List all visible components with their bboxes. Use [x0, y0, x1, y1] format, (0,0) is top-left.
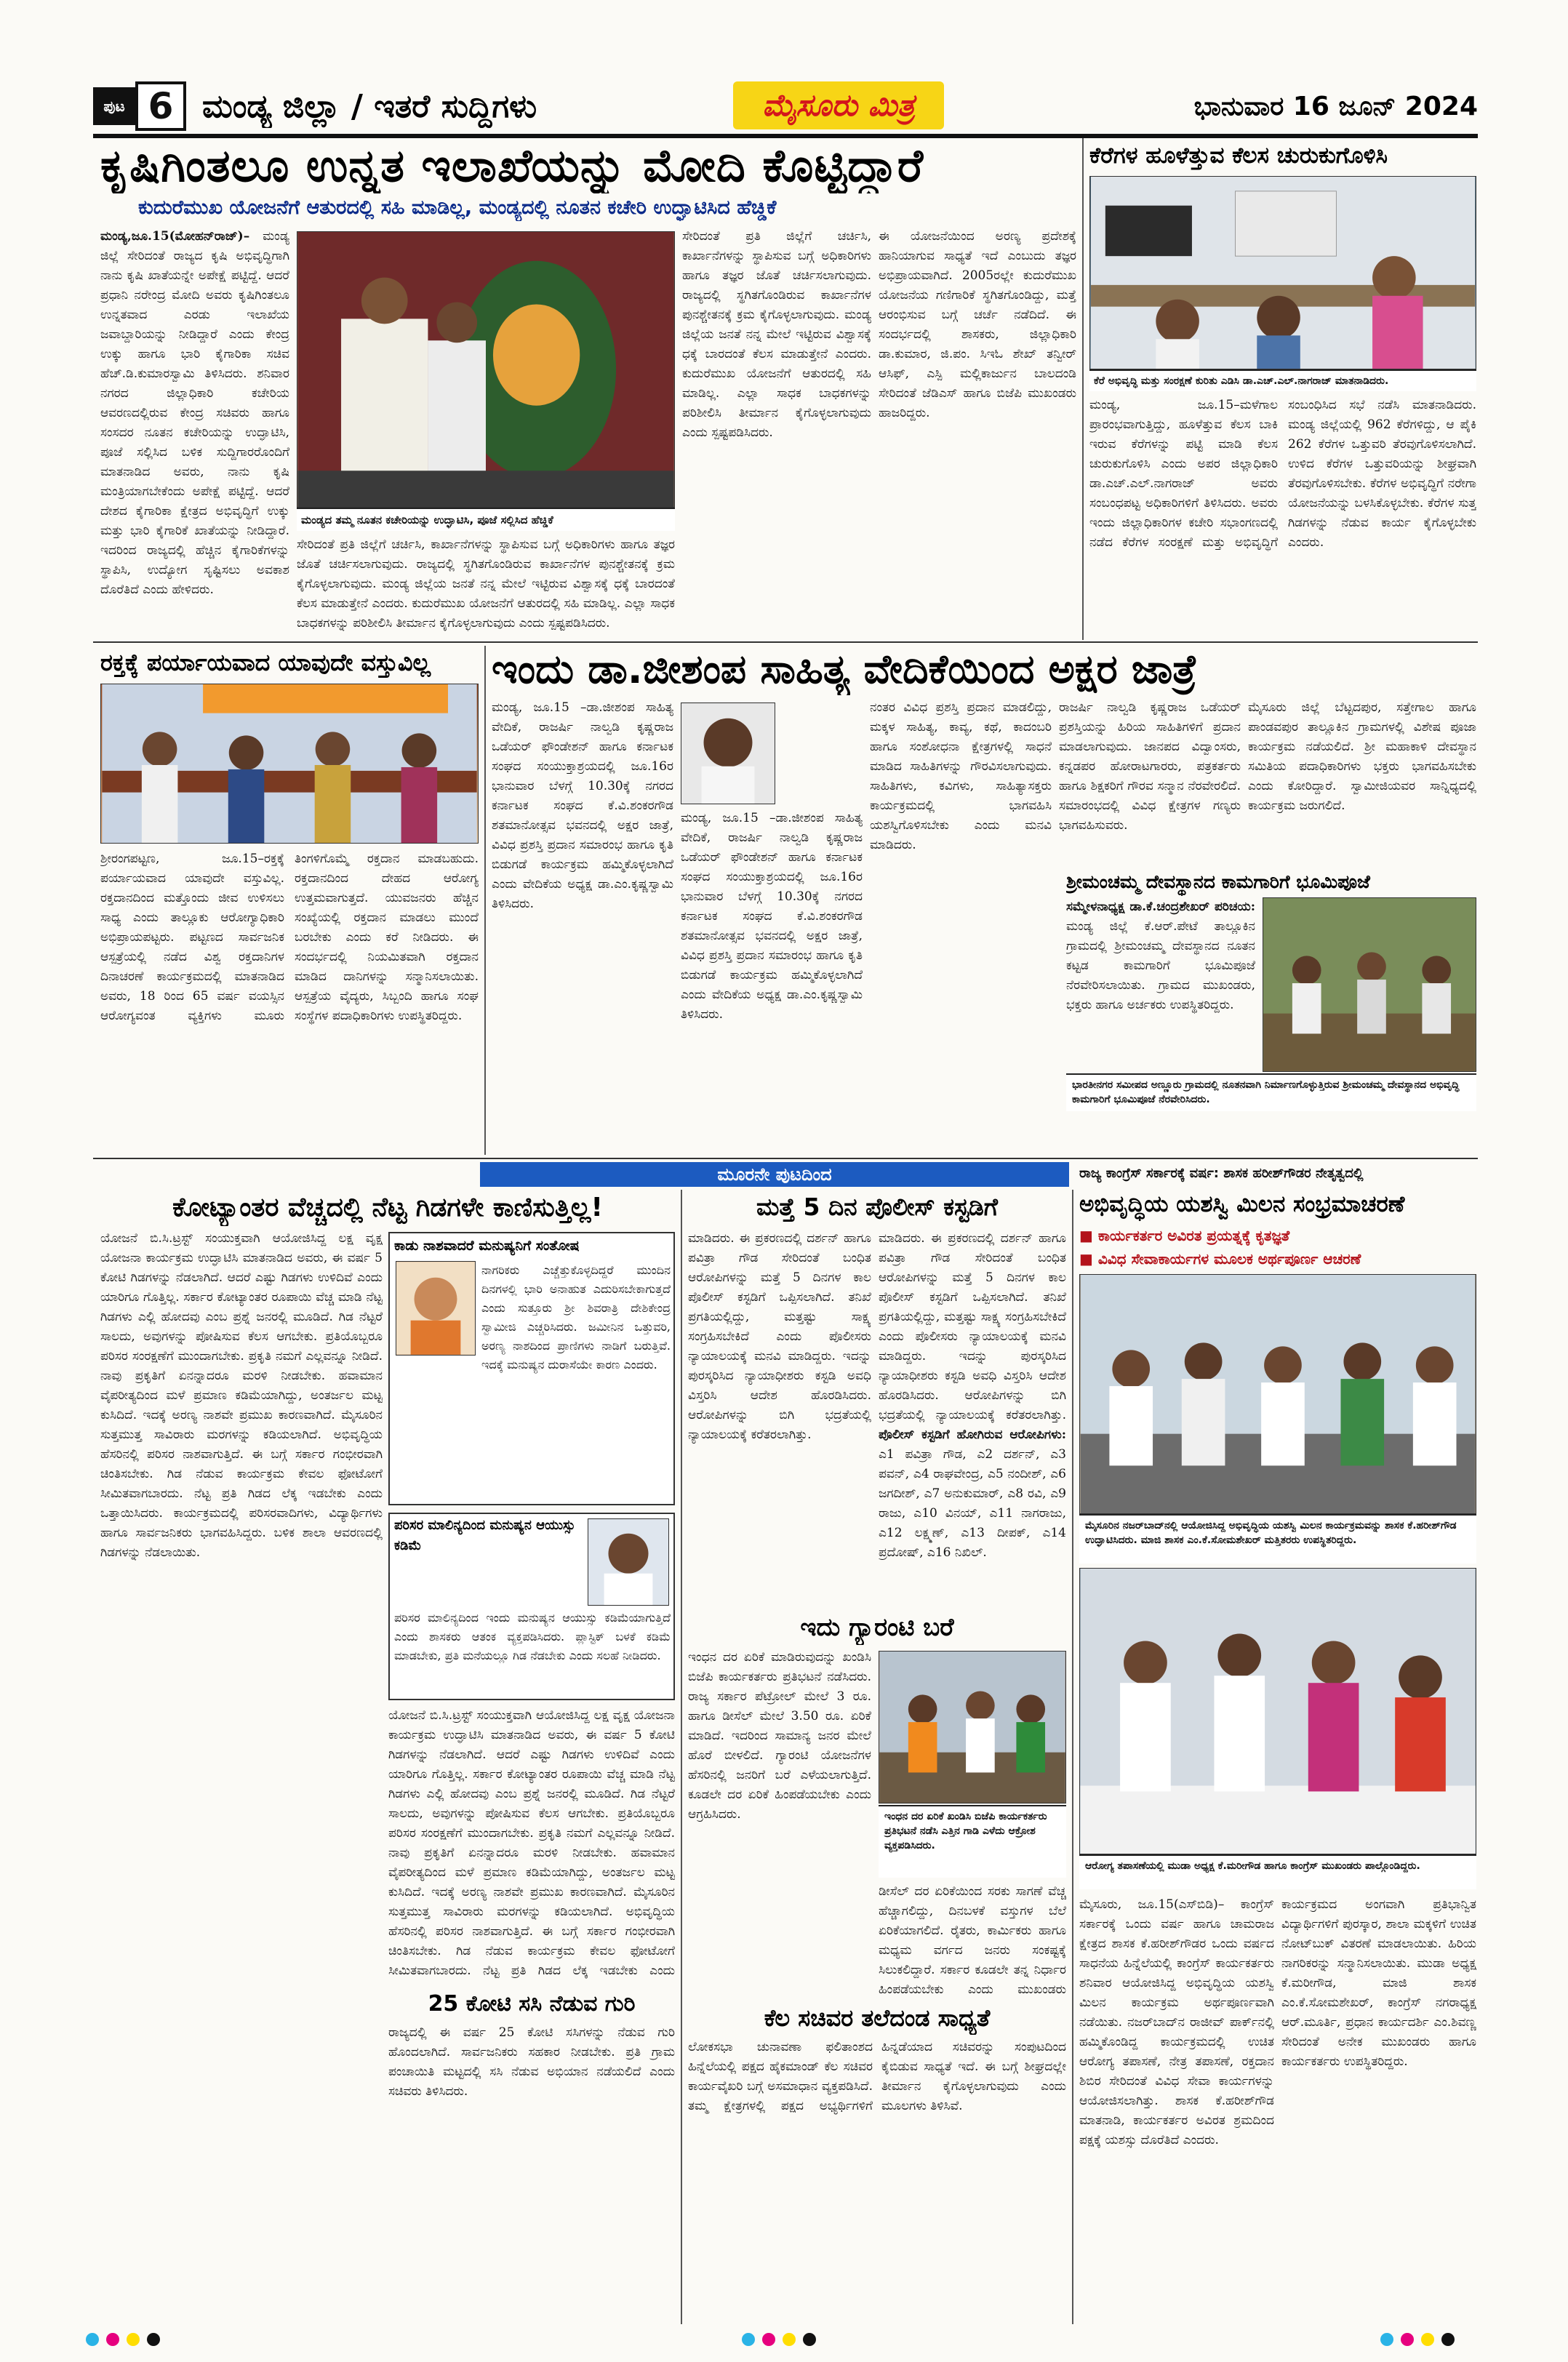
guarantee-caption: ಇಂಧನ ದರ ಏರಿಕೆ ಖಂಡಿಸಿ ಬಿಜೆಪಿ ಕಾರ್ಯಕರ್ತರು ಪ್ರತಿಭಟನೆ ನಡೆಸಿ ಎತ್ತಿನ ಗಾಡಿ ಎಳೆದು ಆಕ್ರೋಶ ವ್ಯಕ್ತಪಡಿಸಿದರು. [879, 1805, 1066, 1878]
abhivruddhi-body-text-1: ಮೈಸೂರು, ಜೂ.15(ಎಸ್‌ಬಿಡಿ)– ಕಾಂಗ್ರೆಸ್ ಸರ್ಕಾರಕ್ಕೆ ಒಂದು ವರ್ಷ ಹಾಗೂ ಚಾಮರಾಜ ಕ್ಷೇತ್ರದ ಶಾಸಕ ಕೆ.ಹರೀಶ್‌ಗೌಡರ ಒಂದು ವರ್ಷದ ಸಾಧನೆಯ ಹಿನ್ನೆಲೆಯಲ್ಲಿ ಕಾಂಗ್ರೆಸ್ ಕಾರ್ಯಕರ್ತರು ಶನಿವಾರ ಆಯೋಜಿಸಿದ್ದ ಅಭಿವೃದ್ಧಿಯ ಯಶಸ್ವಿ ಮಿಲನ ಕಾರ್ಯಕ್ರಮ ಅರ್ಥಪೂರ್ಣವಾಗಿ ನಡೆಯಿತು. ನಜರ್‌ಬಾದ್‌ನ ರಾಜೀವ್ ಪಾರ್ಕ್‌ನಲ್ಲಿ ಹಮ್ಮಿಕೊಂಡಿದ್ದ ಕಾರ್ಯಕ್ರಮದಲ್ಲಿ ಉಚಿತ ಆರೋಗ್ಯ ತಪಾಸಣೆ, ನೇತ್ರ ತಪಾಸಣೆ, ರಕ್ತದಾನ ಶಿಬಿರ ಸೇರಿದಂತೆ ವಿವಿಧ ಸೇವಾ ಕಾರ್ಯಗಳನ್ನು ಆಯೋಜಿಸಲಾಗಿತ್ತು. ಶಾಸಕ ಕೆ.ಹರೀಶ್‌ಗೌಡ ಮಾತನಾಡಿ, ಕಾರ್ಯಕರ್ತರ ಅವಿರತ ಶ್ರಮದಿಂದ ಪಕ್ಷಕ್ಕೆ ಯಶಸ್ಸು ದೊರೆತಿದೆ ಎಂದರು. [1079, 1897, 1274, 2147]
manchamma-body-text: ಮಂಡ್ಯ ಜಿಲ್ಲೆ ಕೆ.ಆರ್.ಪೇಟೆ ತಾಲ್ಲೂಕಿನ ಗ್ರಾಮದಲ್ಲಿ ಶ್ರೀಮಂಚಮ್ಮ ದೇವಸ್ಥಾನದ ನೂತನ ಕಟ್ಟಡ ಕಾಮಗಾರಿಗೆ ಭೂಮಿಪೂಜೆ ನೆರವೇರಿಸಲಾಯಿತು. ಗ್ರಾಮದ ಮುಖಂಡರು, ಭಕ್ತರು ಹಾಗೂ ಅರ್ಚಕರು ಉಪಸ್ಥಿತರಿದ್ದರು. [1066, 919, 1255, 1012]
bullet-icon: ■ [1079, 1227, 1098, 1244]
reg-dot [1401, 2333, 1414, 2346]
abhivruddhi-body-text-2: ಕಾರ್ಯಕ್ರಮದ ಅಂಗವಾಗಿ ಪ್ರತಿಭಾನ್ವಿತ ವಿದ್ಯಾರ್ಥಿಗಳಿಗೆ ಪುರಸ್ಕಾರ, ಶಾಲಾ ಮಕ್ಕಳಿಗೆ ಉಚಿತ ನೋಟ್‌ಬುಕ್ ವಿತರಣೆ ಮಾಡಲಾಯಿತು. ಹಿರಿಯ ನಾಗರಿಕರನ್ನು ಸನ್ಮಾನಿಸಲಾಯಿತು. ಮುಡಾ ಅಧ್ಯಕ್ಷ ಕೆ.ಮರೀಗೌಡ, ಮಾಜಿ ಶಾಸಕ ಎಂ.ಕೆ.ಸೋಮಶೇಖರ್, ಕಾಂಗ್ರೆಸ್ ನಗರಾಧ್ಯಕ್ಷ ಆರ್.ಮೂರ್ತಿ, ಪ್ರಧಾನ ಕಾರ್ಯದರ್ಶಿ ಎಂ.ಶಿವಣ್ಣ ಸೇರಿದಂತೆ ಅನೇಕ ಮುಖಂಡರು ಹಾಗೂ ಕಾರ್ಯಕರ್ತರು ಉಪಸ್ಥಿತರಿದ್ದರು. [1281, 1897, 1476, 2069]
jathre-body-col-1 [492, 698, 673, 1155]
tree-divider [681, 1190, 682, 2324]
lead-right-divider [1082, 138, 1084, 640]
reg-dot [106, 2333, 119, 2346]
manchamma-byline: ಸಮ್ಮೇಳನಾಧ್ಯಕ್ಷ ಡಾ.ಕೆ.ಚಂದ್ರಶೇಖರ್ ಪರಿಚಯ: [1066, 900, 1255, 914]
reg-dot [1441, 2333, 1455, 2346]
lead-dateline: ಮಂಡ್ಯ,ಜೂ.15(ಮೋಹನ್‌ರಾಜ್)– [100, 229, 250, 244]
tree-body-col-2 [388, 1706, 675, 1982]
reg-dot [127, 2333, 140, 2346]
tree-body-text-1: ಯೋಜನೆ ಬಿ.ಸಿ.ಟ್ರಸ್ಟ್ ಸಂಯುಕ್ತವಾಗಿ ಆಯೋಜಿಸಿದ್ದ ಲಕ್ಷ ವೃಕ್ಷ ಯೋಜನಾ ಕಾರ್ಯಕ್ರಮ ಉದ್ಘಾಟಿಸಿ ಮಾತನಾಡಿದ ಅವರು, ಈ ವರ್ಷ 5 ಕೋಟಿ ಗಿಡಗಳನ್ನು ನೆಡಲಾಗಿದೆ. ಆದರೆ ಎಷ್ಟು ಗಿಡಗಳು ಉಳಿದಿವೆ ಎಂದು ಯಾರಿಗೂ ಗೊತ್ತಿಲ್ಲ. ಸರ್ಕಾರ ಕೋಟ್ಯಾಂತರ ರೂಪಾಯಿ ವೆಚ್ಚ ಮಾಡಿ ನೆಟ್ಟ ಗಿಡಗಳು ಎಲ್ಲಿ ಹೋದವು ಎಂಬ ಪ್ರಶ್ನೆ ಜನರಲ್ಲಿ ಮೂಡಿದೆ. ಗಿಡ ನೆಟ್ಟರೆ ಸಾಲದು, ಅವುಗಳನ್ನು ಪೋಷಿಸುವ ಕೆಲಸ ಆಗಬೇಕು. ಪ್ರತಿಯೊಬ್ಬರೂ ಪರಿಸರ ಸಂರಕ್ಷಣೆಗೆ ಮುಂದಾಗಬೇಕು. ಪ್ರಕೃತಿ ನಮಗೆ ಎಲ್ಲವನ್ನೂ ನೀಡಿದೆ. ನಾವು ಪ್ರಕೃತಿಗೆ ಏನನ್ನಾದರೂ ಮರಳಿ ನೀಡಬೇಕು. ಹವಾಮಾನ ವೈಪರೀತ್ಯದಿಂದ ಮಳೆ ಪ್ರಮಾಣ ಕಡಿಮೆಯಾಗಿದ್ದು, ಅಂತರ್ಜಲ ಮಟ್ಟ ಕುಸಿದಿದೆ. ಇದಕ್ಕೆ ಅರಣ್ಯ ನಾಶವೇ ಪ್ರಮುಖ ಕಾರಣವಾಗಿದೆ. ಮೈಸೂರಿನ ಸುತ್ತಮುತ್ತ ಸಾವಿರಾರು ಮರಗಳನ್ನು ಕಡಿಯಲಾಗಿದೆ. ಅಭಿವೃದ್ಧಿಯ ಹೆಸರಿನಲ್ಲಿ ಪರಿಸರ ನಾಶವಾಗುತ್ತಿದೆ. ಈ ಬಗ್ಗೆ ಸರ್ಕಾರ ಗಂಭೀರವಾಗಿ ಚಿಂತಿಸಬೇಕು. ಗಿಡ ನೆಡುವ ಕಾರ್ಯಕ್ರಮ ಕೇವಲ ಫೋಟೋಗೆ ಸೀಮಿತವಾಗಬಾರದು. ನೆಟ್ಟ ಪ್ರತಿ ಗಿಡದ ಲೆಕ್ಕ ಇಡಬೇಕು ಎಂದು ಒತ್ತಾಯಿಸಿದರು. ಕಾರ್ಯಕ್ರಮದಲ್ಲಿ ಪರಿಸರವಾದಿಗಳು, ವಿದ್ಯಾರ್ಥಿಗಳು ಹಾಗೂ ಸಾರ್ವಜನಿಕರು ಭಾಗವಹಿಸಿದ್ದರು. ಬಳಿಕ ಶಾಲಾ ಆವರಣದಲ್ಲಿ ಗಿಡಗಳನ್ನು ನೆಡಲಾಯಿತು. [100, 1231, 383, 1560]
swamiji-portrait-art [396, 1262, 475, 1355]
registration-dots-left [86, 2333, 167, 2349]
abhivruddhi-body-col-1 [1079, 1895, 1274, 2320]
blood-divider [484, 646, 486, 1155]
police-body-col-2 [879, 1229, 1066, 1607]
lead-body-text-2: ಸೇರಿದಂತೆ ಪ್ರತಿ ಜಿಲ್ಲೆಗೆ ಚರ್ಚಿಸಿ, ಕಾರ್ಖಾನೆಗಳನ್ನು ಸ್ಥಾಪಿಸುವ ಬಗ್ಗೆ ಅಧಿಕಾರಿಗಳು ಹಾಗೂ ತಜ್ಞರ ಜೊತೆ ಚರ್ಚಿಸಲಾಗುವುದು. ರಾಜ್ಯದಲ್ಲಿ ಸ್ಥಗಿತಗೊಂಡಿರುವ ಕಾರ್ಖಾನೆಗಳ ಪುನಶ್ಚೇತನಕ್ಕೆ ಕ್ರಮ ಕೈಗೊಳ್ಳಲಾಗುವುದು. ಮಂಡ್ಯ ಜಿಲ್ಲೆಯ ಜನತೆ ನನ್ನ ಮೇಲೆ ಇಟ್ಟಿರುವ ವಿಶ್ವಾಸಕ್ಕೆ ಧಕ್ಕೆ ಬಾರದಂತೆ ಕೆಲಸ ಮಾಡುತ್ತೇನೆ ಎಂದರು. ಕುದುರೆಮುಖ ಯೋಜನೆಗೆ ಆತುರದಲ್ಲಿ ಸಹಿ ಮಾಡಿಲ್ಲ. ಎಲ್ಲಾ ಸಾಧಕ ಬಾಧಕಗಳನ್ನು ಪರಿಶೀಲಿಸಿ ತೀರ್ಮಾನ ಕೈಗೊಳ್ಳಲಾಗುವುದು ಎಂದು ಸ್ಪಷ್ಟಪಡಿಸಿದರು. [682, 229, 871, 440]
continued-label: ಮೂರನೇ ಪುಟದಿಂದ [717, 1164, 832, 1185]
police-list-title: ಪೊಲೀಸ್ ಕಸ್ಟಡಿಗೆ ಹೋಗಿರುವ ಆರೋಪಿಗಳು: [879, 1428, 1066, 1442]
reg-dot [762, 2333, 775, 2346]
guarantee-body-col-2 [879, 1882, 1066, 1997]
reg-dot [783, 2333, 796, 2346]
reg-dot [1380, 2333, 1393, 2346]
manchamma-headline: ಶ್ರೀಮಂಚಮ್ಮ ದೇವಸ್ಥಾನದ ಕಾಮಗಾರಿಗೆ ಭೂಮಿಪೂಜೆ [1066, 871, 1370, 892]
santhosha-body: ನಾಗರಿಕರು ಎಚ್ಚೆತ್ತುಕೊಳ್ಳದಿದ್ದರೆ ಮುಂದಿನ ದಿನಗಳಲ್ಲಿ ಭಾರಿ ಅನಾಹುತ ಎದುರಿಸಬೇಕಾಗುತ್ತದೆ ಎಂದು ಸುತ್ತೂರು ಶ್ರೀ ಶಿವರಾತ್ರಿ ದೇಶಿಕೇಂದ್ರ ಸ್ವಾಮೀಜಿ ಎಚ್ಚರಿಸಿದರು. ಜಮೀನಿನ ಒತ್ತುವರಿ, ಅರಣ್ಯ ನಾಶದಿಂದ ಪ್ರಾಣಿಗಳು ನಾಡಿಗೆ ಬರುತ್ತಿವೆ. ಇದಕ್ಕೆ ಮನುಷ್ಯನ ದುರಾಸೆಯೇ ಕಾರಣ ಎಂದರು. [481, 1263, 671, 1372]
guarantee-photo [879, 1651, 1066, 1803]
police-body-text-1: ಮಾಡಿದರು. ಈ ಪ್ರಕರಣದಲ್ಲಿ ದರ್ಶನ್ ಹಾಗೂ ಪವಿತ್ರಾ ಗೌಡ ಸೇರಿದಂತೆ ಬಂಧಿತ ಆರೋಪಿಗಳನ್ನು ಮತ್ತೆ 5 ದಿನಗಳ ಕಾಲ ಪೊಲೀಸ್ ಕಸ್ಟಡಿಗೆ ಒಪ್ಪಿಸಲಾಗಿದೆ. ತನಿಖೆ ಪ್ರಗತಿಯಲ್ಲಿದ್ದು, ಮತ್ತಷ್ಟು ಸಾಕ್ಷ್ಯ ಸಂಗ್ರಹಿಸಬೇಕಿದೆ ಎಂದು ಪೊಲೀಸರು ನ್ಯಾಯಾಲಯಕ್ಕೆ ಮನವಿ ಮಾಡಿದ್ದರು. ಇದನ್ನು ಪುರಸ್ಕರಿಸಿದ ನ್ಯಾಯಾಧೀಶರು ಕಸ್ಟಡಿ ಅವಧಿ ವಿಸ್ತರಿಸಿ ಆದೇಶ ಹೊರಡಿಸಿದರು. ಆರೋಪಿಗಳನ್ನು ಬಿಗಿ ಭದ್ರತೆಯಲ್ಲಿ ನ್ಯಾಯಾಲಯಕ್ಕೆ ಕರೆತರಲಾಗಿತ್ತು. [688, 1231, 871, 1442]
kere-photo-art [1090, 177, 1476, 369]
minister-portrait [588, 1518, 669, 1606]
police-body-col-1 [688, 1229, 871, 1607]
guarantee-photo-art [879, 1652, 1065, 1803]
abhivruddhi-topline: ರಾಜ್ಯ ಕಾಂಗ್ರೆಸ್ ಸರ್ಕಾರಕ್ಕೆ ವರ್ಷ: ಶಾಸಕ ಹರೀಶ್‌ಗೌಡರ ನೇತೃತ್ವದಲ್ಲಿ [1079, 1166, 1364, 1181]
kere-photo [1089, 176, 1476, 369]
bullet-1-text: ಕಾರ್ಯಕರ್ತರ ಅವಿರತ ಪ್ರಯತ್ನಕ್ಕೆ ಕೃತಜ್ಞತೆ [1097, 1227, 1290, 1244]
kere-body [1089, 396, 1476, 640]
tree-headline: ಕೋಟ್ಯಾಂತರ ವೆಚ್ಚದಲ್ಲಿ ನೆಟ್ಟ ಗಿಡಗಳೇ ಕಾಣಿಸುತ್ತಿಲ್ಲ! [172, 1193, 603, 1222]
santhosha-headline: ಕಾಡು ನಾಶವಾದರೆ ಮನುಷ್ಯನಿಗೆ ಸಂತೋಷ [394, 1238, 580, 1254]
manchamma-photo [1263, 897, 1476, 1072]
row2-divider [93, 1158, 1478, 1159]
jathre-headline: ಇಂದು ಡಾ.ಜೀಶಂಪ ಸಾಹಿತ್ಯ ವೇದಿಕೆಯಿಂದ ಅಕ್ಷರ ಜಾತ್ರೆ [492, 646, 1197, 692]
parisara-box [388, 1513, 675, 1700]
jathre-body-text-1: ಮಂಡ್ಯ, ಜೂ.15 –ಡಾ.ಜೀಶಂಪ ಸಾಹಿತ್ಯ ವೇದಿಕೆ, ರಾಜರ್ಷಿ ನಾಲ್ವಡಿ ಕೃಷ್ಣರಾಜ ಒಡೆಯರ್ ಫೌಂಡೇಶನ್ ಹಾಗೂ ಕರ್ನಾಟಕ ಸಂಘದ ಸಂಯುಕ್ತಾಶ್ರಯದಲ್ಲಿ ಜೂ.16ರ ಭಾನುವಾರ ಬೆಳಗ್ಗೆ 10.30ಕ್ಕೆ ನಗರದ ಕರ್ನಾಟಕ ಸಂಘದ ಕೆ.ವಿ.ಶಂಕರಗೌಡ ಶತಮಾನೋತ್ಸವ ಭವನದಲ್ಲಿ ಅಕ್ಷರ ಜಾತ್ರೆ, ವಿವಿಧ ಪ್ರಶಸ್ತಿ ಪ್ರದಾನ ಸಮಾರಂಭ ಹಾಗೂ ಕೃತಿ ಬಿಡುಗಡೆ ಕಾರ್ಯಕ್ರಮ ಹಮ್ಮಿಕೊಳ್ಳಲಾಗಿದೆ ಎಂದು ವೇದಿಕೆಯ ಅಧ್ಯಕ್ಷ ಡಾ.ಎಂ.ಕೃಷ್ಣಸ್ವಾಮಿ ತಿಳಿಸಿದರು. [492, 700, 673, 911]
blood-body-text: ಶ್ರೀರಂಗಪಟ್ಟಣ, ಜೂ.15–ರಕ್ತಕ್ಕೆ ಪರ್ಯಾಯವಾದ ಯಾವುದೇ ವಸ್ತುವಿಲ್ಲ. ರಕ್ತದಾನದಿಂದ ಮತ್ತೊಂದು ಜೀವ ಉಳಿಸಲು ಸಾಧ್ಯ ಎಂದು ತಾಲ್ಲೂಕು ಆರೋಗ್ಯಾಧಿಕಾರಿ ಅಭಿಪ್ರಾಯಪಟ್ಟರು. ಪಟ್ಟಣದ ಸಾರ್ವಜನಿಕ ಆಸ್ಪತ್ರೆಯಲ್ಲಿ ನಡೆದ ವಿಶ್ವ ರಕ್ತದಾನಿಗಳ ದಿನಾಚರಣೆ ಕಾರ್ಯಕ್ರಮದಲ್ಲಿ ಮಾತನಾಡಿದ ಅವರು, 18 ರಿಂದ 65 ವರ್ಷ ವಯಸ್ಸಿನ ಆರೋಗ್ಯವಂತ ವ್ಯಕ್ತಿಗಳು ಮೂರು ತಿಂಗಳಿಗೊಮ್ಮೆ ರಕ್ತದಾನ ಮಾಡಬಹುದು. ರಕ್ತದಾನದಿಂದ ದೇಹದ ಆರೋಗ್ಯ ಉತ್ತಮವಾಗುತ್ತದೆ. ಯುವಜನರು ಹೆಚ್ಚಿನ ಸಂಖ್ಯೆಯಲ್ಲಿ ರಕ್ತದಾನ ಮಾಡಲು ಮುಂದೆ ಬರಬೇಕು ಎಂದು ಕರೆ ನೀಡಿದರು. ಈ ಸಂದರ್ಭದಲ್ಲಿ ನಿಯಮಿತವಾಗಿ ರಕ್ತದಾನ ಮಾಡಿದ ದಾನಿಗಳನ್ನು ಸನ್ಮಾನಿಸಲಾಯಿತು. ಆಸ್ಪತ್ರೆಯ ವೈದ್ಯರು, ಸಿಬ್ಬಂದಿ ಹಾಗೂ ಸಂಘ ಸಂಸ್ಥೆಗಳ ಪದಾಧಿಕಾರಿಗಳು ಉಪಸ್ಥಿತರಿದ್ದರು. [100, 852, 479, 1023]
police-headline: ಮತ್ತೆ 5 ದಿನ ಪೊಲೀಸ್ ಕಸ್ಟಡಿಗೆ [756, 1193, 998, 1221]
registration-dots-right [1380, 2333, 1462, 2349]
reg-dot [742, 2333, 755, 2346]
page-label: ಪುಟ [103, 97, 125, 115]
mahakali-body-text: ಮೈಸೂರು ಜಿಲ್ಲೆ ಬೆಟ್ಟದಪುರ, ಸತ್ತೇಗಾಲ ಹಾಗೂ ಪಾಂಡವಪುರ ತಾಲ್ಲೂಕಿನ ಗ್ರಾಮಗಳಲ್ಲಿ ವಿಶೇಷ ಪೂಜಾ ಕಾರ್ಯಕ್ರಮ ನಡೆಯಲಿದೆ. ಶ್ರೀ ಮಹಾಕಾಳಿ ದೇವಸ್ಥಾನ ಸಮಿತಿಯ ಪದಾಧಿಕಾರಿಗಳು ಭಕ್ತರು ಭಾಗವಹಿಸಬೇಕು ಎಂದು ಕೋರಿದ್ದಾರೆ. ಸ್ವಾಮೀಜಿಯವರ ಸಾನ್ನಿಧ್ಯದಲ್ಲಿ ಕಾರ್ಯಕ್ರಮ ಜರುಗಲಿದೆ. [1248, 700, 1476, 813]
gidda-body [388, 2023, 675, 2320]
page-label-box [93, 87, 135, 125]
page-number: 6 [148, 85, 174, 127]
guarantee-body-text-1: ಇಂಧನ ದರ ಏರಿಕೆ ಮಾಡಿರುವುದನ್ನು ಖಂಡಿಸಿ ಬಿಜೆಪಿ ಕಾರ್ಯಕರ್ತರು ಪ್ರತಿಭಟನೆ ನಡೆಸಿದರು. ರಾಜ್ಯ ಸರ್ಕಾರ ಪೆಟ್ರೋಲ್ ಮೇಲೆ 3 ರೂ. ಹಾಗೂ ಡೀಸೆಲ್ ಮೇಲೆ 3.50 ರೂ. ಏರಿಕೆ ಮಾಡಿದೆ. ಇದರಿಂದ ಸಾಮಾನ್ಯ ಜನರ ಮೇಲೆ ಹೊರೆ ಬೀಳಲಿದೆ. ಗ್ಯಾರಂಟಿ ಯೋಜನೆಗಳ ಹೆಸರಿನಲ್ಲಿ ಜನರಿಗೆ ಬರೆ ಎಳೆಯಲಾಗುತ್ತಿದೆ. ಕೂಡಲೇ ದರ ಏರಿಕೆ ಹಿಂಪಡೆಯಬೇಕು ಎಂದು ಆಗ್ರಹಿಸಿದರು. [688, 1650, 871, 1822]
guarantee-body-col-1 [688, 1648, 871, 1997]
manchamma-body [1066, 897, 1255, 1065]
lead-body-col-2 [682, 227, 871, 634]
lead-photo [297, 231, 675, 508]
abhivruddhi-bullet-1 [1079, 1225, 1476, 1246]
registration-dots-mid [742, 2333, 823, 2349]
reg-dot [803, 2333, 816, 2346]
reg-dot [147, 2333, 160, 2346]
lead-body-text-1: ಮಂಡ್ಯ ಜಿಲ್ಲೆ ಸೇರಿದಂತೆ ರಾಜ್ಯದ ಕೃಷಿ ಅಭಿವೃದ್ಧಿಗಾಗಿ ನಾನು ಕೃಷಿ ಖಾತೆಯನ್ನೇ ಅಪೇಕ್ಷೆ ಪಟ್ಟಿದ್ದೆ. ಆದರೆ ಪ್ರಧಾನಿ ನರೇಂದ್ರ ಮೋದಿ ಅವರು ಕೃಷಿಗಿಂತಲೂ ಉನ್ನತವಾದ ಎರಡು ಇಲಾಖೆಯ ಜವಾಬ್ದಾರಿಯನ್ನು ನೀಡಿದ್ದಾರೆ ಎಂದು ಕೇಂದ್ರ ಉಕ್ಕು ಹಾಗೂ ಭಾರಿ ಕೈಗಾರಿಕಾ ಸಚಿವ ಹೆಚ್.ಡಿ.ಕುಮಾರಸ್ವಾಮಿ ತಿಳಿಸಿದರು. ಶನಿವಾರ ನಗರದ ಜಿಲ್ಲಾಧಿಕಾರಿ ಕಚೇರಿಯ ಆವರಣದಲ್ಲಿರುವ ಕೇಂದ್ರ ಸಚಿವರು ಹಾಗೂ ಸಂಸದರ ನೂತನ ಕಚೇರಿಯನ್ನು ಉದ್ಘಾಟಿಸಿ, ಪೂಜೆ ಸಲ್ಲಿಸಿದ ಬಳಿಕ ಸುದ್ದಿಗಾರರೊಂದಿಗೆ ಮಾತನಾಡಿದ ಅವರು, ನಾನು ಕೃಷಿ ಮಂತ್ರಿಯಾಗಬೇಕೆಂದು ಅಪೇಕ್ಷೆ ಪಟ್ಟಿದ್ದೆ. ಆದರೆ ದೇಶದ ಕೈಗಾರಿಕಾ ಕ್ಷೇತ್ರದ ಅಭಿವೃದ್ಧಿಗೆ ಉಕ್ಕು ಮತ್ತು ಭಾರಿ ಕೈಗಾರಿಕೆ ಖಾತೆಯನ್ನು ನೀಡಿದ್ದಾರೆ. ಇದರಿಂದ ರಾಜ್ಯದಲ್ಲಿ ಹೆಚ್ಚಿನ ಕೈಗಾರಿಕೆಗಳನ್ನು ಸ್ಥಾಪಿಸಿ, ಉದ್ಯೋಗ ಸೃಷ್ಟಿಸಲು ಅವಕಾಶ ದೊರೆತಿದೆ ಎಂದು ಹೇಳಿದರು. [100, 229, 289, 597]
manchamma-photo-art [1263, 898, 1476, 1071]
police-body-text-2: ಮಾಡಿದರು. ಈ ಪ್ರಕರಣದಲ್ಲಿ ದರ್ಶನ್ ಹಾಗೂ ಪವಿತ್ರಾ ಗೌಡ ಸೇರಿದಂತೆ ಬಂಧಿತ ಆರೋಪಿಗಳನ್ನು ಮತ್ತೆ 5 ದಿನಗಳ ಕಾಲ ಪೊಲೀಸ್ ಕಸ್ಟಡಿಗೆ ಒಪ್ಪಿಸಲಾಗಿದೆ. ತನಿಖೆ ಪ್ರಗತಿಯಲ್ಲಿದ್ದು, ಮತ್ತಷ್ಟು ಸಾಕ್ಷ್ಯ ಸಂಗ್ರಹಿಸಬೇಕಿದೆ ಎಂದು ಪೊಲೀಸರು ನ್ಯಾಯಾಲಯಕ್ಕೆ ಮನವಿ ಮಾಡಿದ್ದರು. ಇದನ್ನು ಪುರಸ್ಕರಿಸಿದ ನ್ಯಾಯಾಧೀಶರು ಕಸ್ಟಡಿ ಅವಧಿ ವಿಸ್ತರಿಸಿ ಆದೇಶ ಹೊರಡಿಸಿದರು. ಆರೋಪಿಗಳನ್ನು ಬಿಗಿ ಭದ್ರತೆಯಲ್ಲಿ ನ್ಯಾಯಾಲಯಕ್ಕೆ ಕರೆತರಲಾಗಿತ್ತು. [879, 1231, 1066, 1422]
minister-portrait-art [588, 1519, 668, 1605]
lead-body-col-1 [100, 227, 289, 634]
page-header [93, 81, 1478, 132]
gidda-body-text: ರಾಜ್ಯದಲ್ಲಿ ಈ ವರ್ಷ 25 ಕೋಟಿ ಸಸಿಗಳನ್ನು ನೆಡುವ ಗುರಿ ಹೊಂದಲಾಗಿದೆ. ಸಾರ್ವಜನಿಕರು ಸಹಕಾರ ನೀಡಬೇಕು. ಪ್ರತಿ ಗ್ರಾಮ ಪಂಚಾಯಿತಿ ಮಟ್ಟದಲ್ಲಿ ಸಸಿ ನೆಡುವ ಅಭಿಯಾನ ನಡೆಯಲಿದೆ ಎಂದು ಸಚಿವರು ತಿಳಿಸಿದರು. [388, 2025, 675, 2099]
lead-body-text-1b: ಸೇರಿದಂತೆ ಪ್ರತಿ ಜಿಲ್ಲೆಗೆ ಚರ್ಚಿಸಿ, ಕಾರ್ಖಾನೆಗಳನ್ನು ಸ್ಥಾಪಿಸುವ ಬಗ್ಗೆ ಅಧಿಕಾರಿಗಳು ಹಾಗೂ ತಜ್ಞರ ಜೊತೆ ಚರ್ಚಿಸಲಾಗುವುದು. ರಾಜ್ಯದಲ್ಲಿ ಸ್ಥಗಿತಗೊಂಡಿರುವ ಕಾರ್ಖಾನೆಗಳ ಪುನಶ್ಚೇತನಕ್ಕೆ ಕ್ರಮ ಕೈಗೊಳ್ಳಲಾಗುವುದು. ಮಂಡ್ಯ ಜಿಲ್ಲೆಯ ಜನತೆ ನನ್ನ ಮೇಲೆ ಇಟ್ಟಿರುವ ವಿಶ್ವಾಸಕ್ಕೆ ಧಕ್ಕೆ ಬಾರದಂತೆ ಕೆಲಸ ಮಾಡುತ್ತೇನೆ ಎಂದರು. ಕುದುರೆಮುಖ ಯೋಜನೆಗೆ ಆತುರದಲ್ಲಿ ಸಹಿ ಮಾಡಿಲ್ಲ. ಎಲ್ಲಾ ಸಾಧಕ ಬಾಧಕಗಳನ್ನು ಪರಿಶೀಲಿಸಿ ತೀರ್ಮಾನ ಕೈಗೊಳ್ಳಲಾಗುವುದು ಎಂದು ಸ್ಪಷ್ಟಪಡಿಸಿದರು. [297, 537, 675, 630]
abhivruddhi-photo-2 [1079, 1568, 1476, 1854]
blood-photo-art [101, 684, 478, 843]
abhivruddhi-photo-2-art [1080, 1569, 1476, 1854]
section-title: ಮಂಡ್ಯ ಜಿಲ್ಲಾ / ಇತರೆ ಸುದ್ದಿಗಳು [202, 88, 537, 125]
jathre-portrait [681, 702, 775, 804]
police-list: ಎ1 ಪವಿತ್ರಾ ಗೌಡ, ಎ2 ದರ್ಶನ್, ಎ3 ಪವನ್, ಎ4 ರಾಘವೇಂದ್ರ, ಎ5 ನಂದೀಶ್, ಎ6 ಜಗದೀಶ್, ಎ7 ಅನುಕುಮಾರ್, ಎ8 ರವಿ, ಎ9 ರಾಜು, ಎ10 ವಿನಯ್, ಎ11 ನಾಗರಾಜು, ಎ12 ಲಕ್ಷ್ಮಣ್, ಎ13 ದೀಪಕ್, ಎ14 ಪ್ರದೋಷ್, ಎ16 ನಿಖಿಲ್. [879, 1447, 1066, 1560]
lead-photo-caption: ಮಂಡ್ಯದ ತಮ್ಮ ನೂತನ ಕಚೇರಿಯನ್ನು ಉದ್ಘಾಟಿಸಿ, ಪೂಜೆ ಸಲ್ಲಿಸಿದ ಹೆಚ್ಡಿಕೆ [297, 508, 675, 531]
abhivruddhi-photo-1 [1079, 1274, 1476, 1514]
jathre-body-text-2: ಮಂಡ್ಯ, ಜೂ.15 –ಡಾ.ಜೀಶಂಪ ಸಾಹಿತ್ಯ ವೇದಿಕೆ, ರಾಜರ್ಷಿ ನಾಲ್ವಡಿ ಕೃಷ್ಣರಾಜ ಒಡೆಯರ್ ಫೌಂಡೇಶನ್ ಹಾಗೂ ಕರ್ನಾಟಕ ಸಂಘದ ಸಂಯುಕ್ತಾಶ್ರಯದಲ್ಲಿ ಜೂ.16ರ ಭಾನುವಾರ ಬೆಳಗ್ಗೆ 10.30ಕ್ಕೆ ನಗರದ ಕರ್ನಾಟಕ ಸಂಘದ ಕೆ.ವಿ.ಶಂಕರಗೌಡ ಶತಮಾನೋತ್ಸವ ಭವನದಲ್ಲಿ ಅಕ್ಷರ ಜಾತ್ರೆ, ವಿವಿಧ ಪ್ರಶಸ್ತಿ ಪ್ರದಾನ ಸಮಾರಂಭ ಹಾಗೂ ಕೃತಿ ಬಿಡುಗಡೆ ಕಾರ್ಯಕ್ರಮ ಹಮ್ಮಿಕೊಳ್ಳಲಾಗಿದೆ ಎಂದು ವೇದಿಕೆಯ ಅಧ್ಯಕ್ಷ ಡಾ.ಎಂ.ಕೃಷ್ಣಸ್ವಾಮಿ ತಿಳಿಸಿದರು. [681, 811, 863, 1022]
abhivruddhi-caption-2: ಆರೋಗ್ಯ ತಪಾಸಣೆಯಲ್ಲಿ ಮುಡಾ ಅಧ್ಯಕ್ಷ ಕೆ.ಮರೀಗೌಡ ಹಾಗೂ ಕಾಂಗ್ರೆಸ್ ಮುಖಂಡರು ಪಾಲ್ಗೊಂಡಿದ್ದರು. [1079, 1854, 1476, 1889]
jathre-body-col-2 [681, 809, 863, 1155]
blood-photo [100, 684, 479, 844]
mahakali-body [1248, 698, 1476, 862]
blood-body [100, 849, 479, 1155]
jathre-body-col-3 [870, 698, 1052, 1155]
kela-headline: ಕೆಲ ಸಚಿವರ ತಲೆದಂಡ ಸಾಧ್ಯತೆ [764, 2004, 991, 2032]
lead-headline: ಕೃಷಿಗಿಂತಲೂ ಉನ್ನತ ಇಲಾಖೆಯನ್ನು ಮೋದಿ ಕೊಟ್ಟಿದ್ದಾರೆ [100, 139, 924, 192]
manchamma-caption: ಭಾರತೀನಗರ ಸಮೀಪದ ಅಣ್ಣೂರು ಗ್ರಾಮದಲ್ಲಿ ನೂತನವಾಗಿ ನಿರ್ಮಾಣಗೊಳ್ಳುತ್ತಿರುವ ಶ್ರೀಮಂಚಮ್ಮ ದೇವಸ್ಥಾನದ ಅಭಿವೃದ್ಧಿ ಕಾಮಗಾರಿಗೆ ಭೂಮಿಪೂಜೆ ನೆರವೇರಿಸಿದರು. [1066, 1073, 1476, 1111]
kela-body-text: ಲೋಕಸಭಾ ಚುನಾವಣಾ ಫಲಿತಾಂಶದ ಹಿನ್ನೆಲೆಯಲ್ಲಿ ಪಕ್ಷದ ಹೈಕಮಾಂಡ್ ಕೆಲ ಸಚಿವರ ಕಾರ್ಯವೈಖರಿ ಬಗ್ಗೆ ಅಸಮಾಧಾನ ವ್ಯಕ್ತಪಡಿಸಿದೆ. ತಮ್ಮ ಕ್ಷೇತ್ರಗಳಲ್ಲಿ ಪಕ್ಷದ ಅಭ್ಯರ್ಥಿಗಳಿಗೆ ಹಿನ್ನಡೆಯಾದ ಸಚಿವರನ್ನು ಸಂಪುಟದಿಂದ ಕೈಬಿಡುವ ಸಾಧ್ಯತೆ ಇದೆ. ಈ ಬಗ್ಗೆ ಶೀಘ್ರದಲ್ಲೇ ತೀರ್ಮಾನ ಕೈಗೊಳ್ಳಲಾಗುವುದು ಎಂದು ಮೂಲಗಳು ತಿಳಿಸಿವೆ. [688, 2040, 1066, 2113]
abhivruddhi-caption-1: ಮೈಸೂರಿನ ನಜರ್‌ಬಾದ್‌ನಲ್ಲಿ ಆಯೋಜಿಸಿದ್ದ ಅಭಿವೃದ್ಧಿಯ ಯಶಸ್ವಿ ಮಿಲನ ಕಾರ್ಯಕ್ರಮವನ್ನು ಶಾಸಕ ಕೆ.ಹರೀಶ್‌ಗೌಡ ಉದ್ಘಾಟಿಸಿದರು. ಮಾಜಿ ಶಾಸಕ ಎಂ.ಕೆ.ಸೋಮಶೇಖರ್ ಮತ್ತಿತರರು ಉಪಸ್ಥಿತರಿದ್ದರು. [1079, 1514, 1476, 1564]
lead-subheadline: ಕುದುರೆಮುಖ ಯೋಜನೆಗೆ ಆತುರದಲ್ಲಿ ಸಹಿ ಮಾಡಿಲ್ಲ, ಮಂಡ್ಯದಲ್ಲಿ ನೂತನ ಕಚೇರಿ ಉದ್ಘಾಟಿಸಿದ ಹೆಚ್ಡಿಕೆ [138, 196, 777, 219]
lead-body-col-3 [879, 227, 1076, 634]
gidda-headline: 25 ಕೋಟಿ ಸಸಿ ನೆಡುವ ಗುರಿ [428, 1991, 636, 2017]
guarantee-headline: ಇದು ಗ್ಯಾರಂಟಿ ಬರೆ [800, 1613, 954, 1642]
blood-headline: ರಕ್ತಕ್ಕೆ ಪರ್ಯಾಯವಾದ ಯಾವುದೇ ವಸ್ತುವಿಲ್ಲ [100, 649, 431, 676]
reg-dot [86, 2333, 99, 2346]
kela-body [688, 2038, 1066, 2320]
masthead-logo [733, 81, 944, 129]
swamiji-portrait [396, 1261, 476, 1356]
tree-body-col-1 [100, 1229, 383, 2320]
tree-body-text-2: ಯೋಜನೆ ಬಿ.ಸಿ.ಟ್ರಸ್ಟ್ ಸಂಯುಕ್ತವಾಗಿ ಆಯೋಜಿಸಿದ್ದ ಲಕ್ಷ ವೃಕ್ಷ ಯೋಜನಾ ಕಾರ್ಯಕ್ರಮ ಉದ್ಘಾಟಿಸಿ ಮಾತನಾಡಿದ ಅವರು, ಈ ವರ್ಷ 5 ಕೋಟಿ ಗಿಡಗಳನ್ನು ನೆಡಲಾಗಿದೆ. ಆದರೆ ಎಷ್ಟು ಗಿಡಗಳು ಉಳಿದಿವೆ ಎಂದು ಯಾರಿಗೂ ಗೊತ್ತಿಲ್ಲ. ಸರ್ಕಾರ ಕೋಟ್ಯಾಂತರ ರೂಪಾಯಿ ವೆಚ್ಚ ಮಾಡಿ ನೆಟ್ಟ ಗಿಡಗಳು ಎಲ್ಲಿ ಹೋದವು ಎಂಬ ಪ್ರಶ್ನೆ ಜನರಲ್ಲಿ ಮೂಡಿದೆ. ಗಿಡ ನೆಟ್ಟರೆ ಸಾಲದು, ಅವುಗಳನ್ನು ಪೋಷಿಸುವ ಕೆಲಸ ಆಗಬೇಕು. ಪ್ರತಿಯೊಬ್ಬರೂ ಪರಿಸರ ಸಂರಕ್ಷಣೆಗೆ ಮುಂದಾಗಬೇಕು. ಪ್ರಕೃತಿ ನಮಗೆ ಎಲ್ಲವನ್ನೂ ನೀಡಿದೆ. ನಾವು ಪ್ರಕೃತಿಗೆ ಏನನ್ನಾದರೂ ಮರಳಿ ನೀಡಬೇಕು. ಹವಾಮಾನ ವೈಪರೀತ್ಯದಿಂದ ಮಳೆ ಪ್ರಮಾಣ ಕಡಿಮೆಯಾಗಿದ್ದು, ಅಂತರ್ಜಲ ಮಟ್ಟ ಕುಸಿದಿದೆ. ಇದಕ್ಕೆ ಅರಣ್ಯ ನಾಶವೇ ಪ್ರಮುಖ ಕಾರಣವಾಗಿದೆ. ಮೈಸೂರಿನ ಸುತ್ತಮುತ್ತ ಸಾವಿರಾರು ಮರಗಳನ್ನು ಕಡಿಯಲಾಗಿದೆ. ಅಭಿವೃದ್ಧಿಯ ಹೆಸರಿನಲ್ಲಿ ಪರಿಸರ ನಾಶವಾಗುತ್ತಿದೆ. ಈ ಬಗ್ಗೆ ಸರ್ಕಾರ ಗಂಭೀರವಾಗಿ ಚಿಂತಿಸಬೇಕು. ಗಿಡ ನೆಡುವ ಕಾರ್ಯಕ್ರಮ ಕೇವಲ ಫೋಟೋಗೆ ಸೀಮಿತವಾಗಬಾರದು. ನೆಟ್ಟ ಪ್ರತಿ ಗಿಡದ ಲೆಕ್ಕ ಇಡಬೇಕು ಎಂದು [388, 1708, 675, 1978]
abhivruddhi-photo-1-art [1080, 1275, 1476, 1513]
bullet-icon: ■ [1079, 1250, 1098, 1268]
lead-body-text-3: ಈ ಯೋಜನೆಯಿಂದ ಅರಣ್ಯ ಪ್ರದೇಶಕ್ಕೆ ಹಾನಿಯಾಗುವ ಸಾಧ್ಯತೆ ಇದೆ ಎಂಬುದು ತಜ್ಞರ ಅಭಿಪ್ರಾಯವಾಗಿದೆ. 2005ರಲ್ಲೇ ಕುದುರೆಮುಖ ಯೋಜನೆಯ ಗಣಿಗಾರಿಕೆ ಸ್ಥಗಿತಗೊಂಡಿದ್ದು, ಮತ್ತೆ ಆರಂಭಿಸುವ ಬಗ್ಗೆ ಚರ್ಚೆ ನಡೆದಿದೆ. ಈ ಸಂದರ್ಭದಲ್ಲಿ ಶಾಸಕರು, ಜಿಲ್ಲಾಧಿಕಾರಿ ಡಾ.ಕುಮಾರ, ಜಿ.ಪಂ. ಸಿಇಓ ಶೇಖ್ ತನ್ವೀರ್ ಆಸಿಫ್, ಎಸ್ಪಿ ಮಲ್ಲಿಕಾರ್ಜುನ ಬಾಲದಂಡಿ ಸೇರಿದಂತೆ ಜೆಡಿಎಸ್ ಹಾಗೂ ಬಿಜೆಪಿ ಮುಖಂಡರು ಹಾಜರಿದ್ದರು. [879, 229, 1076, 420]
police-divider [1072, 1190, 1073, 2324]
jathre-portrait-art [681, 703, 775, 804]
parisara-body: ಪರಿಸರ ಮಾಲಿನ್ಯದಿಂದ ಇಂದು ಮನುಷ್ಯನ ಆಯುಸ್ಸು ಕಡಿಮೆಯಾಗುತ್ತಿದೆ ಎಂದು ಶಾಸಕರು ಆತಂಕ ವ್ಯಕ್ತಪಡಿಸಿದರು. ಪ್ಲಾಸ್ಟಿಕ್ ಬಳಕೆ ಕಡಿಮೆ ಮಾಡಬೇಕು, ಪ್ರತಿ ಮನೆಯಲ್ಲೂ ಗಿಡ ನೆಡಬೇಕು ಎಂದು ಸಲಹೆ ನೀಡಿದರು. [394, 1611, 671, 1662]
page-number-box [135, 81, 186, 131]
jathre-body-text-4: ರಾಜರ್ಷಿ ನಾಲ್ವಡಿ ಕೃಷ್ಣರಾಜ ಒಡೆಯರ್ ಪ್ರಶಸ್ತಿಯನ್ನು ಹಿರಿಯ ಸಾಹಿತಿಗಳಿಗೆ ಪ್ರದಾನ ಮಾಡಲಾಗುವುದು. ಜಾನಪದ ವಿದ್ವಾಂಸರು, ಕನ್ನಡಪರ ಹೋರಾಟಗಾರರು, ಪತ್ರಕರ್ತರು ಹಾಗೂ ಶಿಕ್ಷಕರಿಗೆ ಗೌರವ ಸನ್ಮಾನ ನೆರವೇರಲಿದೆ. ಸಮಾರಂಭದಲ್ಲಿ ವಿವಿಧ ಕ್ಷೇತ್ರಗಳ ಗಣ್ಯರು ಭಾಗವಹಿಸುವರು. [1059, 700, 1241, 833]
lead-body-col-1b [297, 535, 675, 634]
santhosha-box [388, 1232, 675, 1505]
reg-dot [1421, 2333, 1434, 2346]
abhivruddhi-headline: ಅಭಿವೃದ್ಧಿಯ ಯಶಸ್ವಿ ಮಿಲನ ಸಂಭ್ರಮಾಚರಣೆ [1079, 1191, 1405, 1217]
bullet-2-text: ವಿವಿಧ ಸೇವಾಕಾರ್ಯಗಳ ಮೂಲಕ ಅರ್ಥಪೂರ್ಣ ಆಚರಣೆ [1097, 1250, 1361, 1268]
edition-date: ಭಾನುವಾರ 16 ಜೂನ್ 2024 [1193, 92, 1478, 121]
abhivruddhi-bullet-2 [1079, 1248, 1476, 1270]
lead-photo-art [297, 232, 674, 507]
guarantee-body-text-2: ಡೀಸೆಲ್ ದರ ಏರಿಕೆಯಿಂದ ಸರಕು ಸಾಗಣೆ ವೆಚ್ಚ ಹೆಚ್ಚಾಗಲಿದ್ದು, ದಿನಬಳಕೆ ವಸ್ತುಗಳ ಬೆಲೆ ಏರಿಕೆಯಾಗಲಿದೆ. ರೈತರು, ಕಾರ್ಮಿಕರು ಹಾಗೂ ಮಧ್ಯಮ ವರ್ಗದ ಜನರು ಸಂಕಷ್ಟಕ್ಕೆ ಸಿಲುಕಲಿದ್ದಾರೆ. ಸರ್ಕಾರ ಕೂಡಲೇ ತನ್ನ ನಿರ್ಧಾರ ಹಿಂಪಡೆಯಬೇಕು ಎಂದು ಮುಖಂಡರು [879, 1884, 1066, 1997]
continued-band [480, 1162, 1069, 1187]
kere-headline: ಕೆರೆಗಳ ಹೂಳೆತ್ತುವ ಕೆಲಸ ಚುರುಕುಗೊಳಿಸಿ [1089, 143, 1388, 169]
abhivruddhi-body-col-2 [1281, 1895, 1476, 2320]
kere-body-text: ಮಂಡ್ಯ, ಜೂ.15–ಮಳೆಗಾಲ ಪ್ರಾರಂಭವಾಗುತ್ತಿದ್ದು, ಹೂಳೆತ್ತುವ ಕೆಲಸ ಬಾಕಿ ಇರುವ ಕೆರೆಗಳನ್ನು ಪಟ್ಟಿ ಮಾಡಿ ಕೆಲಸ ಚುರುಕುಗೊಳಿಸಿ ಎಂದು ಅಪರ ಜಿಲ್ಲಾಧಿಕಾರಿ ಡಾ.ಎಚ್.ಎಲ್.ನಾಗರಾಜ್ ಅವರು ಸಂಬಂಧಪಟ್ಟ ಅಧಿಕಾರಿಗಳಿಗೆ ತಿಳಿಸಿದರು. ಅವರು ಇಂದು ಜಿಲ್ಲಾಧಿಕಾರಿಗಳ ಕಚೇರಿ ಸಭಾಂಗಣದಲ್ಲಿ ನಡೆದ ಕೆರೆಗಳ ಸಂರಕ್ಷಣೆ ಮತ್ತು ಅಭಿವೃದ್ಧಿಗೆ ಸಂಬಂಧಿಸಿದ ಸಭೆ ನಡೆಸಿ ಮಾತನಾಡಿದರು. ಮಂಡ್ಯ ಜಿಲ್ಲೆಯಲ್ಲಿ 962 ಕೆರೆಗಳಿದ್ದು, ಆ ಪೈಕಿ 262 ಕೆರೆಗಳ ಒತ್ತುವರಿ ತೆರವುಗೊಳಿಸಲಾಗಿದೆ. ಉಳಿದ ಕೆರೆಗಳ ಒತ್ತುವರಿಯನ್ನು ಶೀಘ್ರವಾಗಿ ತೆರವುಗೊಳಿಸಬೇಕು. ಕೆರೆಗಳ ಅಭಿವೃದ್ಧಿಗೆ ನರೇಗಾ ಯೋಜನೆಯನ್ನು ಬಳಸಿಕೊಳ್ಳಬೇಕು. ಕೆರೆಗಳ ಸುತ್ತ ಗಿಡಗಳನ್ನು ನೆಡುವ ಕಾರ್ಯ ಕೈಗೊಳ್ಳಬೇಕು ಎಂದರು. [1089, 398, 1476, 550]
parisara-headline: ಪರಿಸರ ಮಾಲಿನ್ಯದಿಂದ ಮನುಷ್ಯನ ಆಯುಸ್ಸು ಕಡಿಮೆ [394, 1518, 576, 1553]
jathre-body-text-3: ನಂತರ ವಿವಿಧ ಪ್ರಶಸ್ತಿ ಪ್ರದಾನ ಮಾಡಲಿದ್ದು, ಮಕ್ಕಳ ಸಾಹಿತ್ಯ, ಕಾವ್ಯ, ಕಥೆ, ಕಾದಂಬರಿ ಹಾಗೂ ಸಂಶೋಧನಾ ಕ್ಷೇತ್ರಗಳಲ್ಲಿ ಸಾಧನೆ ಮಾಡಿದ ಸಾಹಿತಿಗಳನ್ನು ಗೌರವಿಸಲಾಗುವುದು. ಸಾಹಿತಿಗಳು, ಕವಿಗಳು, ಸಾಹಿತ್ಯಾಸಕ್ತರು ಕಾರ್ಯಕ್ರಮದಲ್ಲಿ ಭಾಗವಹಿಸಿ ಯಶಸ್ವಿಗೊಳಿಸಬೇಕು ಎಂದು ಮನವಿ ಮಾಡಿದರು. [870, 700, 1052, 852]
masthead-text: ಮೈಸೂರು ಮಿತ್ರ [762, 87, 915, 123]
kere-photo-caption: ಕೆರೆ ಅಭಿವೃದ್ಧಿ ಮತ್ತು ಸಂರಕ್ಷಣೆ ಕುರಿತು ಎಡಿಸಿ ಡಾ.ಎಚ್.ಎಲ್.ನಾಗರಾಜ್ ಮಾತನಾಡಿದರು. [1089, 369, 1476, 391]
